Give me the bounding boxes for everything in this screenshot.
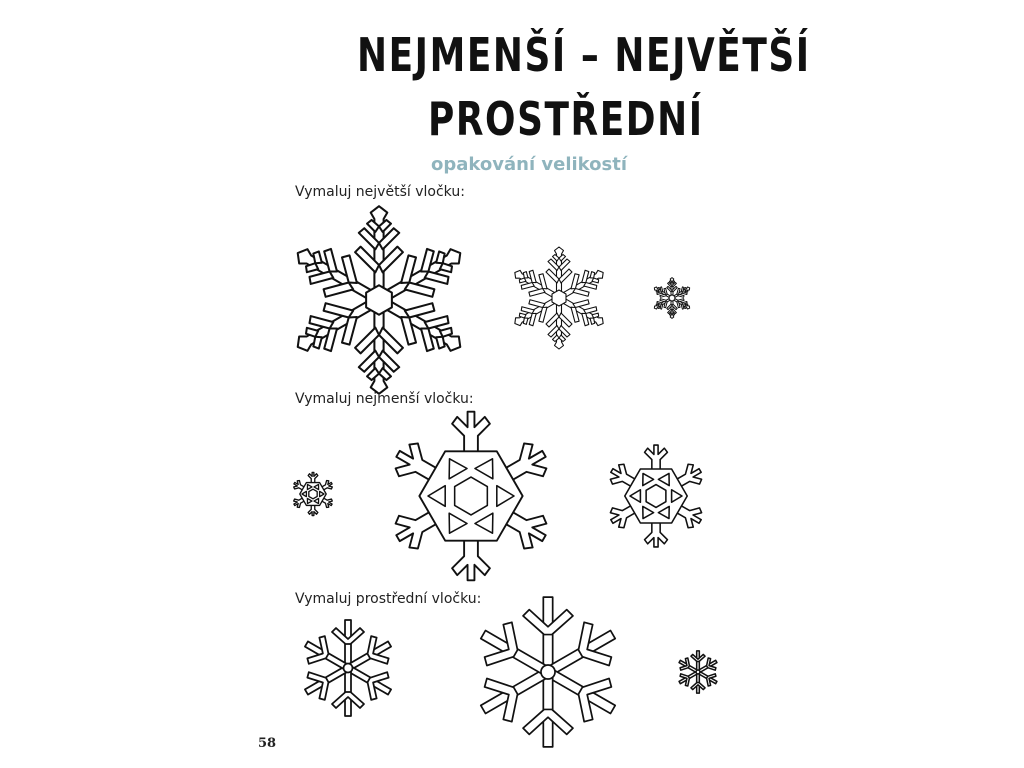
- instruction-middle: Vymaluj prostřední vločku:: [295, 591, 482, 607]
- instruction-largest: Vymaluj největší vločku:: [295, 184, 465, 200]
- page-title-line-1: NEJMENŠÍ – NEJVĚTŠÍ: [357, 28, 811, 82]
- snowflake-row3-small: [676, 651, 720, 693]
- snowflake-row3-large: [471, 597, 626, 747]
- snowflake-row1-large: [286, 206, 472, 394]
- snowflake-row3-medium: [298, 620, 397, 716]
- page-title-line-2: PROSTŘEDNÍ: [428, 92, 704, 146]
- snowflake-row1-small: [652, 278, 693, 319]
- page-number: 58: [258, 736, 277, 751]
- instruction-smallest: Vymaluj nejmenší vločku:: [295, 391, 474, 407]
- page-subtitle: opakování velikostí: [431, 154, 628, 175]
- snowflake-row1-medium: [508, 247, 609, 349]
